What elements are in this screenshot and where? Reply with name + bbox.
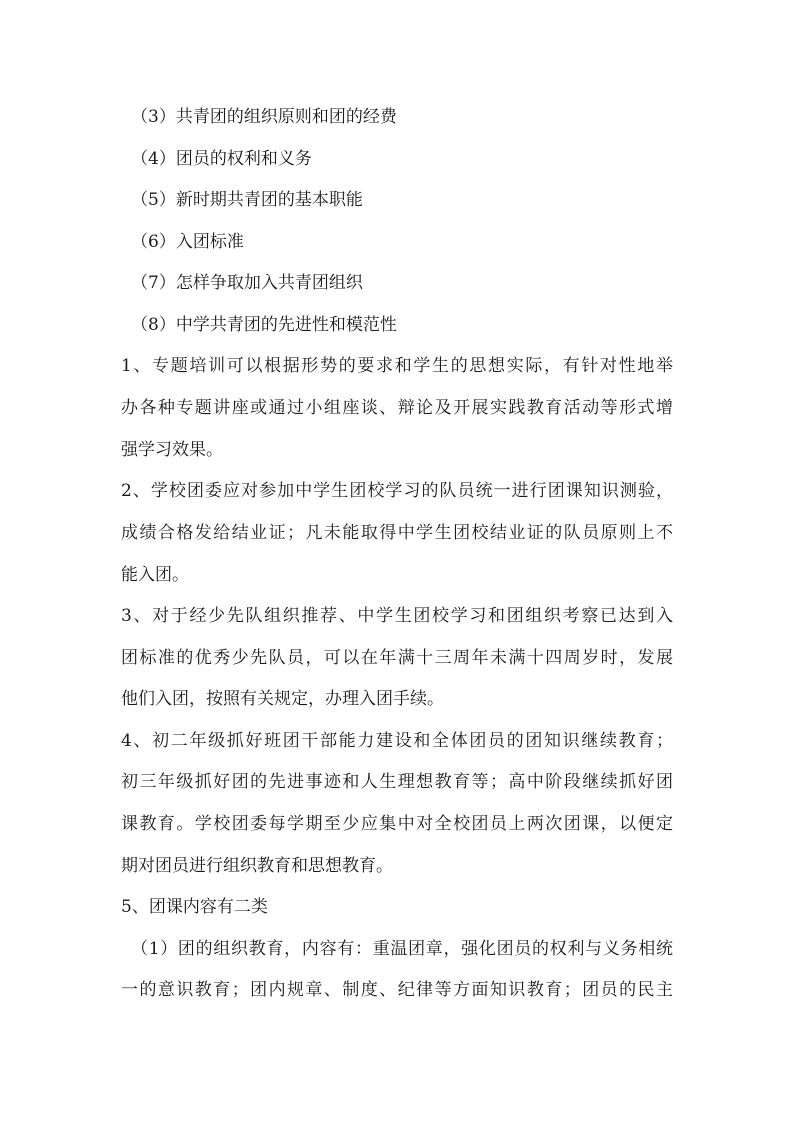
paragraph-6-line: （1）团的组织教育，内容有：重温团章，强化团员的权利与义务相统 — [131, 939, 673, 959]
paragraph-1-line: 办各种专题讲座或通过小组座谈、辩论及开展实践教育活动等形式增 — [121, 398, 673, 418]
list-item: （5）新时期共青团的基本职能 — [131, 190, 363, 210]
list-item: （8）中学共青团的先进性和模范性 — [131, 315, 397, 335]
paragraph-4-line: 期对团员进行组织教育和思想教育。 — [121, 856, 393, 876]
paragraph-2-line: 成绩合格发给结业证；凡未能取得中学生团校结业证的队员原则上不 — [121, 523, 673, 543]
paragraph-4-line: 初三年级抓好团的先进事迹和人生理想教育等；高中阶段继续抓好团 — [121, 772, 673, 792]
paragraph-4-line: 课教育。学校团委每学期至少应集中对全校团员上两次团课，以便定 — [121, 814, 673, 834]
list-item: （3）共青团的组织原则和团的经费 — [131, 107, 397, 127]
paragraph-4-line: 4、初二年级抓好班团干部能力建设和全体团员的团知识继续教育； — [121, 731, 673, 751]
paragraph-5-line: 5、团课内容有二类 — [121, 897, 268, 917]
paragraph-6-line: 一的意识教育；团内规章、制度、纪律等方面知识教育；团员的民主 — [121, 980, 673, 1000]
paragraph-2-line: 2、学校团委应对参加中学生团校学习的队员统一进行团课知识测验， — [121, 481, 673, 501]
paragraph-1-line: 强学习效果。 — [121, 440, 223, 460]
paragraph-1-line: 1、专题培训可以根据形势的要求和学生的思想实际，有针对性地举 — [121, 356, 673, 376]
paragraph-3-line: 他们入团，按照有关规定，办理入团手续。 — [121, 689, 444, 709]
list-item: （7）怎样争取加入共青团组织 — [131, 273, 363, 293]
list-item: （4）团员的权利和义务 — [131, 149, 312, 169]
paragraph-2-line: 能入团。 — [121, 565, 189, 585]
paragraph-3-line: 团标准的优秀少先队员，可以在年满十三周年未满十四周岁时，发展 — [121, 648, 673, 668]
paragraph-3-line: 3、对于经少先队组织推荐、中学生团校学习和团组织考察已达到入 — [121, 606, 673, 626]
list-item: （6）入团标准 — [131, 232, 244, 252]
